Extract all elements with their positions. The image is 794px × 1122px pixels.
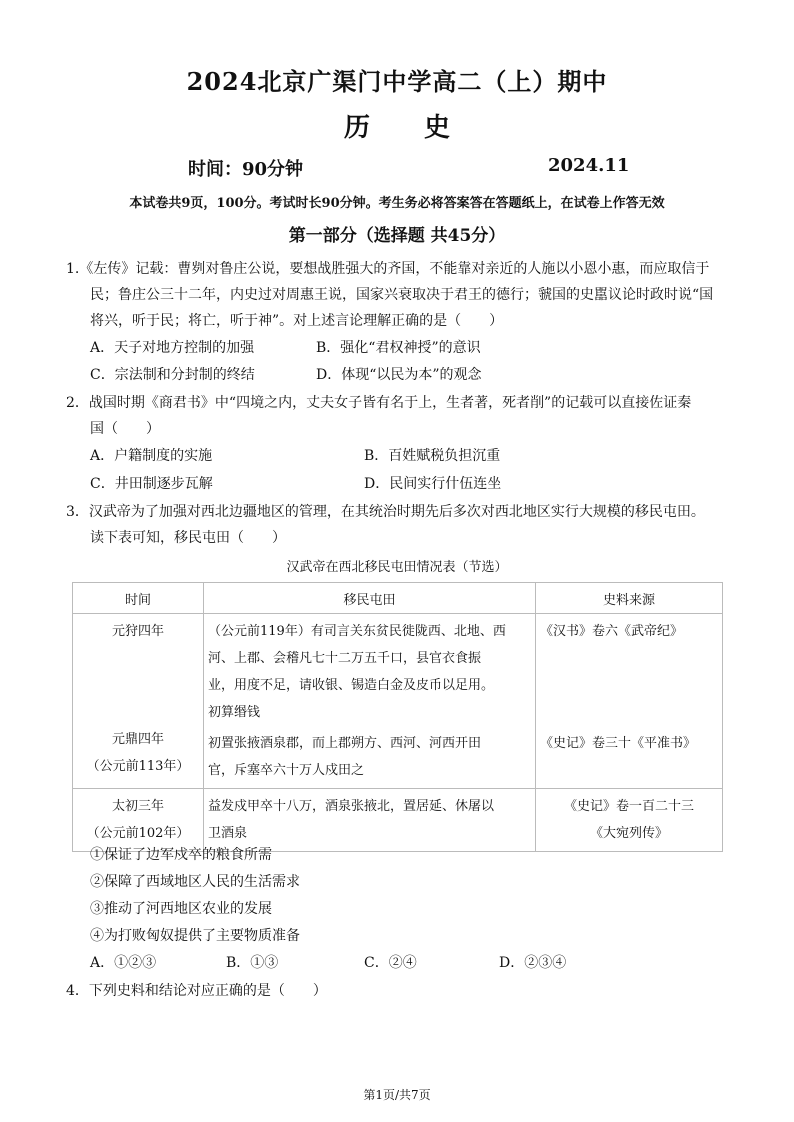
time-cell [73, 614, 204, 789]
exam-notice: 本试卷共9页，100分。考试时长90分钟。考生务必将答案答在答题纸上，在试卷上作答无效 [129, 196, 665, 211]
cell-line: 益发戍甲卒十八万，酒泉张掖北，置居延、休屠以 [208, 799, 495, 814]
exam-title: 2024北京广渠门中学高二（上）期中 [186, 67, 608, 96]
page-footer: 第1页/共7页 [363, 1088, 431, 1102]
content-cell [204, 614, 536, 731]
question-line: 读下表可知，移民屯田（ ） [90, 530, 286, 546]
question-line: 国（ ） [90, 421, 160, 437]
option-b[interactable]: B．①③ [226, 955, 279, 971]
exam-date: 2024.11 [548, 155, 630, 176]
column-header: 时间 [73, 583, 204, 614]
cell-line: 《史记》卷三十《平准书》 [540, 736, 697, 751]
option-a[interactable]: A．①②③ [90, 955, 157, 971]
cell-line: （公元前102年） [86, 826, 190, 841]
cell-line: 初置张掖酒泉郡，而上郡朔方、西河、河西开田 [208, 736, 482, 751]
table-caption: 汉武帝在西北移民屯田情况表（节选） [286, 560, 508, 575]
cell-line: （公元前119年）有司言关东贫民徙陇西、北地、西 [208, 624, 506, 639]
cell-line: （公元前113年） [86, 759, 190, 774]
cell-line: 《大宛列传》 [589, 826, 668, 841]
option-c[interactable]: C．宗法制和分封制的终结 [90, 367, 255, 383]
table-row [73, 614, 723, 731]
statement-item: ②保障了西域地区人民的生活需求 [90, 874, 300, 890]
subject-title [0, 107, 794, 144]
cell-line: 初算缗钱 [208, 705, 261, 720]
column-header: 移民屯田 [204, 583, 536, 614]
question-4 [66, 978, 722, 1004]
cell-line: 元鼎四年 [111, 732, 164, 747]
statement-list [90, 842, 300, 950]
question-line: 1.《左传》记载：曹刿对鲁庄公说，要想战胜强大的齐国，不能靠对亲近的人施以小恩小惠，而应取信于 [66, 261, 710, 277]
content-cell [204, 730, 536, 789]
option-d[interactable]: D．体现“以民为本”的观念 [316, 367, 482, 383]
option-d[interactable]: D．②③④ [499, 955, 567, 971]
source-cell [536, 614, 723, 731]
table-header-row [73, 583, 723, 614]
cell-line: 《汉书》卷六《武帝纪》 [540, 624, 684, 639]
migration-table [72, 582, 723, 852]
exam-duration: 时间：90分钟 [188, 159, 304, 180]
option-a[interactable]: A．天子对地方控制的加强 [90, 340, 255, 356]
option-c[interactable]: C．井田制逐步瓦解 [90, 476, 213, 492]
question-line: 民；鲁庄公三十二年，内史过对周惠王说，国家兴衰取决于君王的德行；虢国的史嚚议论时政时说“国 [90, 287, 714, 303]
question-1 [66, 256, 722, 334]
option-a[interactable]: A．户籍制度的实施 [90, 448, 213, 464]
question-line: 将兴，听于民；将亡，听于神”。对上述言论理解正确的是（ ） [90, 313, 504, 329]
statement-item: ④为打败匈奴提供了主要物质准备 [90, 928, 300, 944]
cell-line: 元狩四年 [111, 624, 164, 639]
question-2 [66, 390, 722, 442]
cell-line: 《史记》卷一百二十三 [563, 799, 694, 814]
question-line: 2．战国时期《商君书》中“四境之内，丈夫女子皆有名于上，生者著，死者削”的记载可以直接佐证秦 [66, 395, 692, 411]
cell-line: 河、上郡、会稽凡七十二万五千口，县官衣食振 [208, 651, 482, 666]
option-c[interactable]: C．②④ [364, 955, 417, 971]
option-b[interactable]: B．百姓赋税负担沉重 [364, 448, 501, 464]
question-3 [66, 499, 722, 551]
cell-line: 太初三年 [111, 799, 164, 814]
statement-item: ③推动了河西地区农业的发展 [90, 901, 272, 917]
subject-char: 历 [343, 113, 370, 143]
question-line: 3．汉武帝为了加强对西北边疆地区的管理，在其统治时期先后多次对西北地区实行大规模的移民屯田。 [66, 504, 705, 520]
subject-char: 史 [424, 113, 451, 143]
cell-line: 卫酒泉 [208, 826, 248, 841]
section-heading: 第一部分（选择题 共45分） [288, 226, 506, 246]
cell-line: 业，用度不足，请收银、锡造白金及皮币以足用。 [208, 678, 495, 693]
column-header: 史料来源 [536, 583, 723, 614]
option-b[interactable]: B．强化“君权神授”的意识 [316, 340, 481, 356]
option-d[interactable]: D．民间实行什伍连坐 [364, 476, 502, 492]
source-cell [536, 789, 723, 852]
question-line: 4．下列史料和结论对应正确的是（ ） [66, 983, 327, 999]
statement-item: ①保证了边军戍卒的粮食所需 [90, 847, 272, 863]
cell-line: 官，斥塞卒六十万人戍田之 [208, 763, 365, 778]
source-cell [536, 730, 723, 789]
